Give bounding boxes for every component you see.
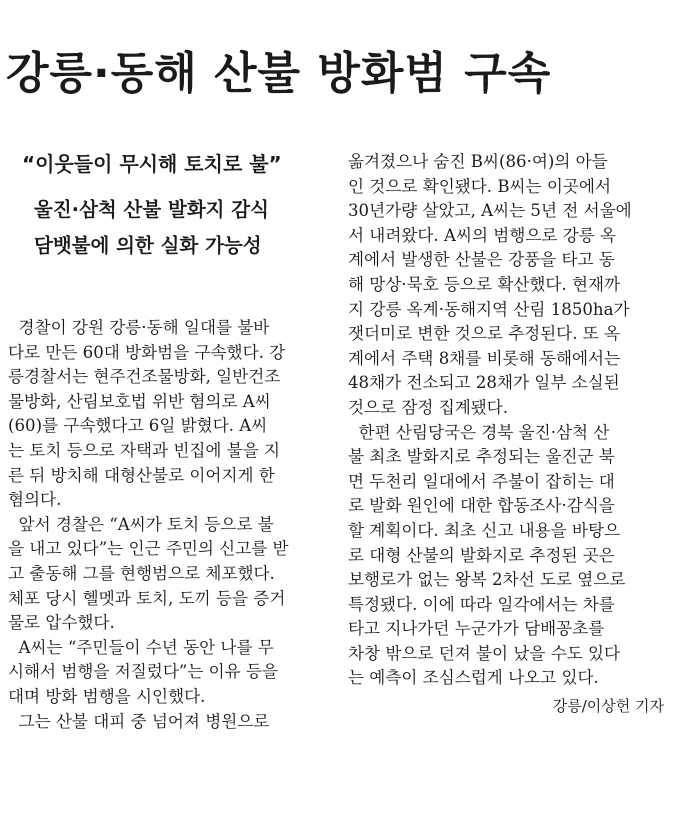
- body-line: 잿더미로 변한 것으로 추정된다. 또 옥: [348, 324, 621, 344]
- body-line: (60)를 구속했다고 6일 밝혔다. A씨: [8, 416, 268, 436]
- body-line: 차창 밖으로 던져 불이 났을 수도 있다: [348, 643, 621, 663]
- body-line: 시해서 범행을 저질렀다”는 이유 등을: [8, 662, 279, 682]
- body-line: 경찰이 강원 강릉·동해 일대를 불바: [8, 318, 270, 337]
- body-line: 불 최초 발화지로 추정되는 울진군 북: [348, 447, 615, 467]
- body-line: 고 출동해 그를 현행범으로 체포했다.: [8, 563, 275, 583]
- byline: 강릉/이상헌 기자: [552, 697, 664, 716]
- headline: 강릉·동해 산불 방화범 구속: [6, 48, 552, 99]
- body-line: 는 예측이 조심스럽게 나오고 있다.: [348, 668, 599, 688]
- right-column: [348, 150, 670, 716]
- body-line: 른 뒤 방치해 대형산불로 이어지게 한: [8, 465, 275, 485]
- body-line: 30년가량 살았고, A씨는 5년 전 서울에: [348, 201, 632, 221]
- right-body-text: [348, 150, 670, 691]
- body-line: 할 계획이다. 최초 신고 내용을 바탕으: [348, 520, 621, 540]
- body-line: 로 대형 산불의 발화지로 추정된 곳은: [348, 545, 615, 565]
- body-line: 다로 만든 60대 방화범을 구속했다. 강: [8, 342, 286, 362]
- subheadline-secondary: [34, 192, 328, 264]
- left-body-text: [8, 316, 328, 734]
- body-line: A씨는 “주민들이 수년 동안 나를 무: [8, 637, 274, 657]
- body-line: 지 강릉 옥계·동해지역 산림 1850ha가: [348, 299, 630, 319]
- body-line: 옮겨졌으나 숨진 B씨(86·여)의 아들: [348, 152, 608, 171]
- body-line: 물방화, 산림보호법 위반 혐의로 A씨: [8, 391, 271, 411]
- body-line: 것으로 잠정 집계됐다.: [348, 397, 509, 417]
- body-line: 앞서 경찰은 “A씨가 토치 등으로 불: [8, 514, 274, 534]
- body-line: 한편 산림당국은 경북 울진·삼척 산: [348, 422, 610, 442]
- subheadline-line: 담뱃불에 의한 실화 가능성: [34, 234, 262, 257]
- body-line: 인 것으로 확인됐다. B씨는 이곳에서: [348, 176, 611, 196]
- body-line: 그는 산불 대피 중 넘어져 병원으로: [8, 711, 270, 731]
- body-line: 면 두천리 일대에서 주불이 잡히는 대: [348, 471, 615, 491]
- body-line: 릉경찰서는 현주건조물방화, 일반건조: [8, 367, 281, 387]
- body-line: 체포 당시 헬멧과 토치, 도끼 등을 증거: [8, 588, 286, 608]
- subheadline-line: 울진·삼척 산불 발화지 감식: [34, 198, 269, 221]
- body-line: 혐의다.: [8, 490, 62, 510]
- body-line: 물로 압수했다.: [8, 613, 115, 633]
- body-line: 보행로가 없는 왕복 2차선 도로 옆으로: [348, 570, 626, 590]
- subheadline-quote: “이웃들이 무시해 토치로 불”: [22, 152, 282, 176]
- left-column: [8, 150, 328, 734]
- body-line: 특정됐다. 이에 따라 일각에서는 차를: [348, 594, 615, 614]
- body-line: 계에서 발생한 산불은 강풍을 타고 동: [348, 250, 615, 270]
- body-line: 타고 지나가던 누군가가 담배꽁초를: [348, 619, 605, 639]
- body-line: 해 망상·묵호 등으로 확산했다. 현재까: [348, 274, 621, 294]
- body-line: 계에서 주택 8채를 비롯해 동해에서는: [348, 348, 621, 368]
- body-line: 을 내고 있다”는 인근 주민의 신고를 받: [8, 539, 289, 559]
- body-line: 48채가 전소되고 28채가 일부 소실된: [348, 373, 620, 393]
- body-line: 대며 방화 범행을 시인했다.: [8, 686, 206, 706]
- body-line: 로 발화 원인에 대한 합동조사·감식을: [348, 496, 615, 516]
- body-line: 는 토치 등으로 자택과 빈집에 불을 지: [8, 440, 281, 460]
- body-line: 서 내려왔다. A씨의 범행으로 강릉 옥: [348, 225, 617, 245]
